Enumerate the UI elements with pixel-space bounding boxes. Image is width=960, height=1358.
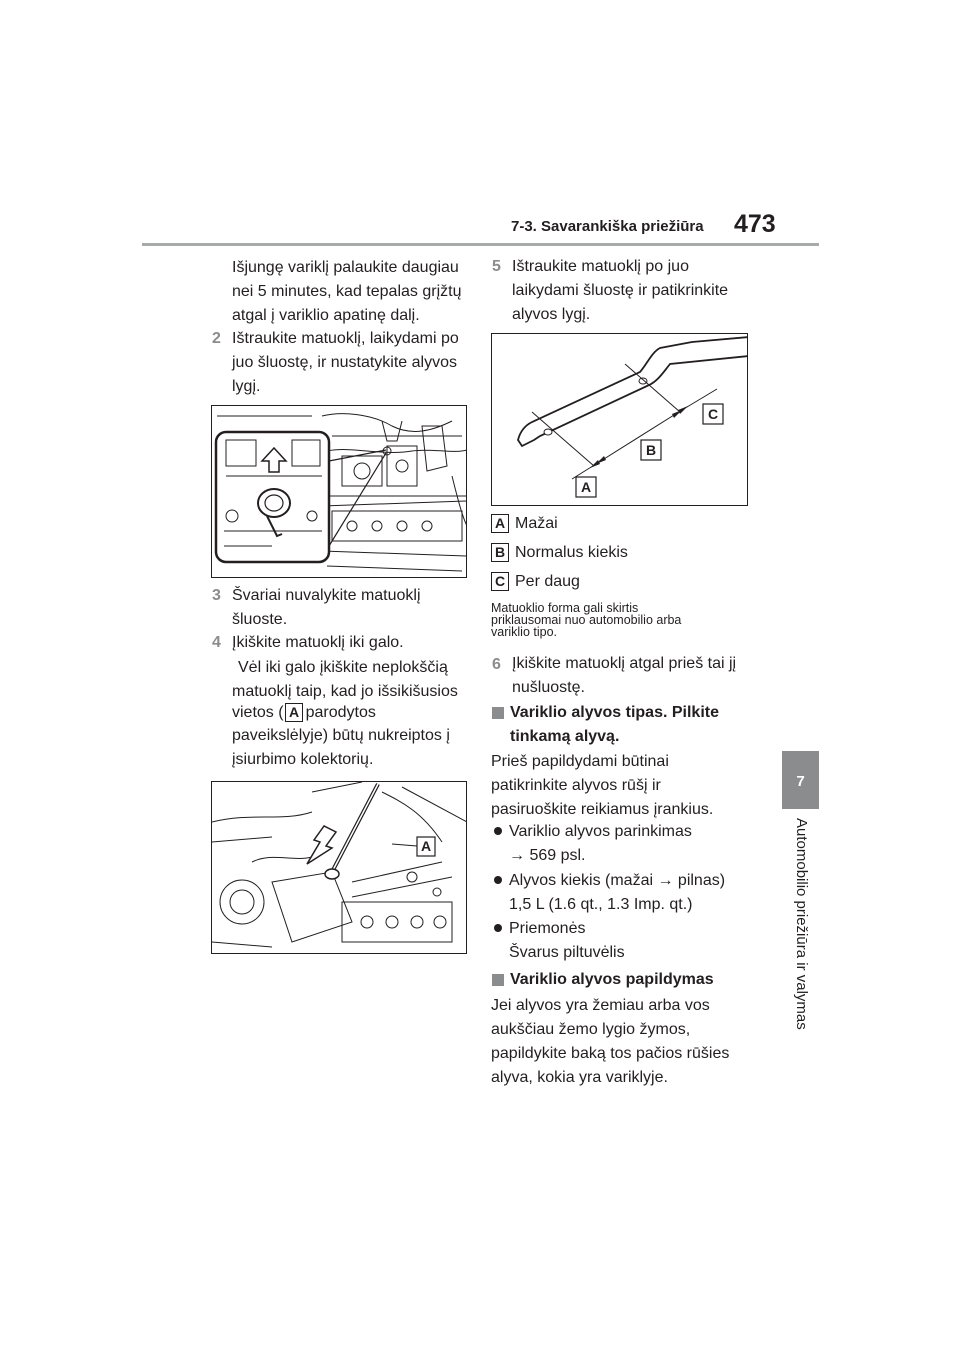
step-5-line-2: laikydami šluostę ir patikrinkite: [512, 282, 729, 299]
bullet-3-line-2: Švarus piltuvėlis: [509, 944, 625, 961]
step-2-line-2: juo šluostę, ir nustatykite alyvos: [232, 354, 457, 371]
engine-dipstick-figure: [211, 405, 467, 578]
step-5-line-3: alyvos lygį.: [512, 306, 591, 323]
step-5-number: 5: [492, 258, 501, 275]
intro-line-3: atgal į variklio apatinę dalį.: [232, 307, 420, 324]
bullet-dot-1: [494, 827, 502, 835]
section-1-title-line-2: tinkamą alyvą.: [510, 728, 620, 745]
bullet-2-line-1: Alyvos kiekis (mažai → pilnas): [509, 872, 726, 889]
note-line-3: variklio tipo.: [491, 625, 557, 639]
inline-label-a: A: [285, 703, 303, 722]
step-4-line-3: matuoklį taip, kad jo išsikišusios: [232, 683, 458, 700]
chapter-side-title: Automobilio priežiūra ir valymas: [793, 818, 810, 1030]
legend-text-a: Mažai: [515, 515, 558, 532]
section-1-title-line-1: Variklio alyvos tipas. Pilkite: [510, 704, 719, 721]
section-1-body-line-1: Prieš papildydami būtinai: [491, 753, 669, 770]
dipstick-insertion-figure: [211, 781, 467, 954]
intro-line-2: nei 5 minutes, kad tepalas grįžtų: [232, 283, 462, 300]
legend-label-b: B: [491, 543, 509, 562]
step-2-number: 2: [212, 330, 221, 347]
step-4-line-5: paveikslėlyje) būtų nukreiptos į: [232, 727, 450, 744]
section-1-body-line-3: pasiruoškite reikiamus įrankius.: [491, 801, 714, 818]
dipstick-label-a: A: [580, 479, 592, 495]
bullet-1-line-1: Variklio alyvos parinkimas: [509, 823, 692, 840]
step-6-line-1: Įkiškite matuoklį atgal prieš tai jį: [512, 655, 737, 672]
legend-label-c: C: [491, 572, 509, 591]
insertion-illustration: [212, 782, 467, 954]
step-4-line-1: Įkiškite matuoklį iki galo.: [232, 634, 404, 651]
step-2-line-3: lygį.: [232, 378, 261, 395]
figure-2-label-a: A: [420, 838, 432, 854]
section-2-body-line-3: papildykite baką tos pačios rūšies: [491, 1045, 730, 1062]
chapter-tab: 7: [782, 751, 819, 809]
dipstick-label-c: C: [707, 406, 719, 422]
step-2-line-1: Ištraukite matuoklį, laikydami po: [232, 330, 459, 347]
section-2-title: Variklio alyvos papildymas: [510, 971, 714, 988]
legend-label-a: A: [491, 514, 509, 533]
section-1-bullet: [492, 707, 504, 719]
step-6-number: 6: [492, 656, 501, 673]
section-2-body-line-1: Jei alyvos yra žemiau arba vos: [491, 997, 710, 1014]
step-3-line-1: Švariai nuvalykite matuoklį: [232, 587, 421, 604]
note-line-1: Matuoklio forma gali skirtis: [491, 601, 639, 615]
note-line-2: priklausomai nuo automobilio arba: [491, 613, 682, 627]
engine-illustration: [212, 406, 467, 578]
step-5-line-1: Ištraukite matuoklį po juo: [512, 258, 689, 275]
bullet-dot-3: [494, 924, 502, 932]
page-number: 473: [734, 210, 776, 238]
section-title: 7-3. Savarankiška priežiūra: [511, 218, 704, 235]
step-3-line-2: šluoste.: [232, 611, 288, 628]
step-4-line-2: Vėl iki galo įkiškite neplokščią: [238, 659, 448, 676]
step-4-line-6: įsiurbimo kolektorių.: [232, 751, 374, 768]
step-4-line-4: vietos ( parodytos: [232, 704, 376, 721]
bullet-1-line-2: → 569 psl.: [509, 847, 586, 864]
legend-text-b: Normalus kiekis: [515, 544, 628, 561]
section-1-body-line-2: patikrinkite alyvos rūšį ir: [491, 777, 661, 794]
section-2-bullet: [492, 974, 504, 986]
legend-text-c: Per daug: [515, 573, 580, 590]
intro-line-1: Išjungę variklį palaukite daugiau: [232, 259, 459, 276]
step-4-number: 4: [212, 634, 221, 651]
section-2-body-line-2: aukščiau žemo lygio žymos,: [491, 1021, 691, 1038]
header-rule: [142, 243, 819, 246]
dipstick-label-b: B: [645, 442, 657, 458]
bullet-2-line-2: 1,5 L (1.6 qt., 1.3 Imp. qt.): [509, 896, 693, 913]
step-3-number: 3: [212, 587, 221, 604]
step-6-line-2: nušluostę.: [512, 679, 585, 696]
bullet-3-line-1: Priemonės: [509, 920, 586, 937]
bullet-dot-2: [494, 876, 502, 884]
dipstick-illustration: [492, 334, 748, 506]
section-2-body-line-4: alyva, kokia yra variklyje.: [491, 1069, 668, 1086]
dipstick-level-figure: [491, 333, 748, 506]
